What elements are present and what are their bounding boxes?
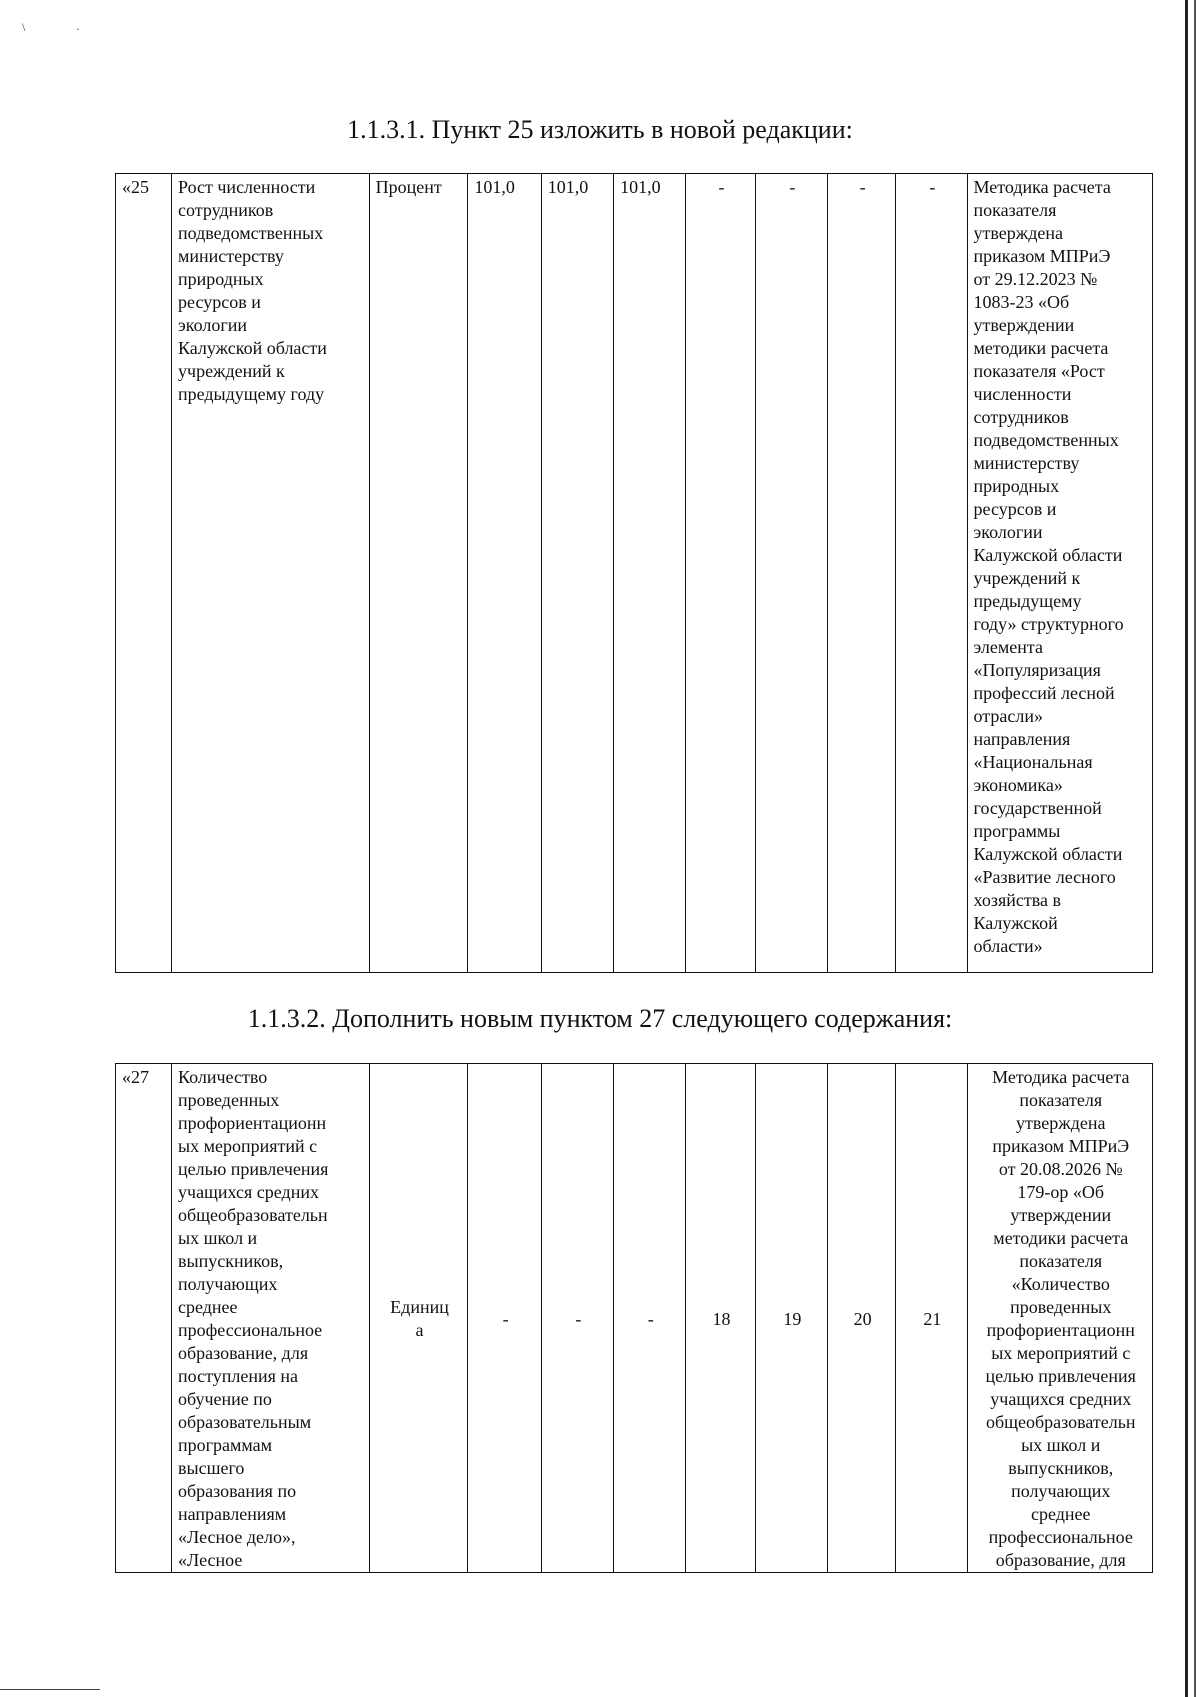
scan-border-line [1194, 0, 1196, 1697]
value-cell: 21 [896, 1064, 967, 1573]
value-cell: - [468, 1064, 541, 1573]
value-cell: - [755, 174, 827, 973]
table-row [116, 1064, 1153, 1573]
row-number: «27 [116, 1064, 172, 1573]
value-cell: - [827, 174, 895, 973]
unit-cell: Единиц а [369, 1064, 468, 1573]
value-cell: 20 [827, 1064, 895, 1573]
indicator-name: Рост численности сотрудников подведомственных министерству природных ресурсов и экологии Калужской области учреждений к предыдущему году [172, 174, 370, 973]
unit-cell: Процент [369, 174, 468, 973]
value-cell: 19 [755, 1064, 827, 1573]
section-heading-2: 1.1.3.2. Дополнить новым пунктом 27 следующего содержания: [247, 1004, 953, 1033]
scan-mark: \ [22, 20, 26, 34]
indicator-table-25 [115, 173, 1153, 973]
value-cell: - [896, 174, 967, 973]
scan-border-line [1185, 0, 1188, 1697]
table-row [116, 174, 1153, 973]
value-cell: 101,0 [541, 174, 613, 973]
row-number: «25 [116, 174, 172, 973]
footer-rule [0, 1689, 100, 1690]
indicator-name: Количество проведенных профориентационн ых мероприятий с целью привлечения учащихся средних общеобразовательн ых школ и выпускников, получающих среднее профессиональное образование, для поступления на обучение по образовательным программам высшего образования по направлениям «Лесное дело», «Лесное [172, 1064, 370, 1573]
scan-mark: · [76, 22, 80, 36]
methodology-cell: Методика расчета показателя утверждена приказом МПРиЭ от 20.08.2026 № 179-ор «Об утверждении методики расчета показателя «Количество проведенных профориентационн ых мероприятий с целью привлечения учащихся средних общеобразовательн ых школ и выпускников, получающих среднее профессиональное образование, для [967, 1064, 1152, 1573]
value-cell: - [541, 1064, 613, 1573]
methodology-cell: Методика расчета показателя утверждена приказом МПРиЭ от 29.12.2023 № 1083-23 «Об утверждении методики расчета показателя «Рост численности сотрудников подведомственных министерству природных ресурсов и экологии Калужской области учреждений к предыдущему году» структурного элемента «Популяризация профессий лесной отрасли» направления «Национальная экономика» государственной программы Калужской области «Развитие лесного хозяйства в Калужской области» [967, 174, 1152, 973]
indicator-table-27 [115, 1063, 1153, 1573]
value-cell: 101,0 [468, 174, 541, 973]
value-cell: 101,0 [614, 174, 686, 973]
value-cell: - [614, 1064, 686, 1573]
value-cell: 18 [686, 1064, 755, 1573]
value-cell: - [686, 174, 755, 973]
section-heading-1: 1.1.3.1. Пункт 25 изложить в новой редакции: [347, 115, 853, 144]
